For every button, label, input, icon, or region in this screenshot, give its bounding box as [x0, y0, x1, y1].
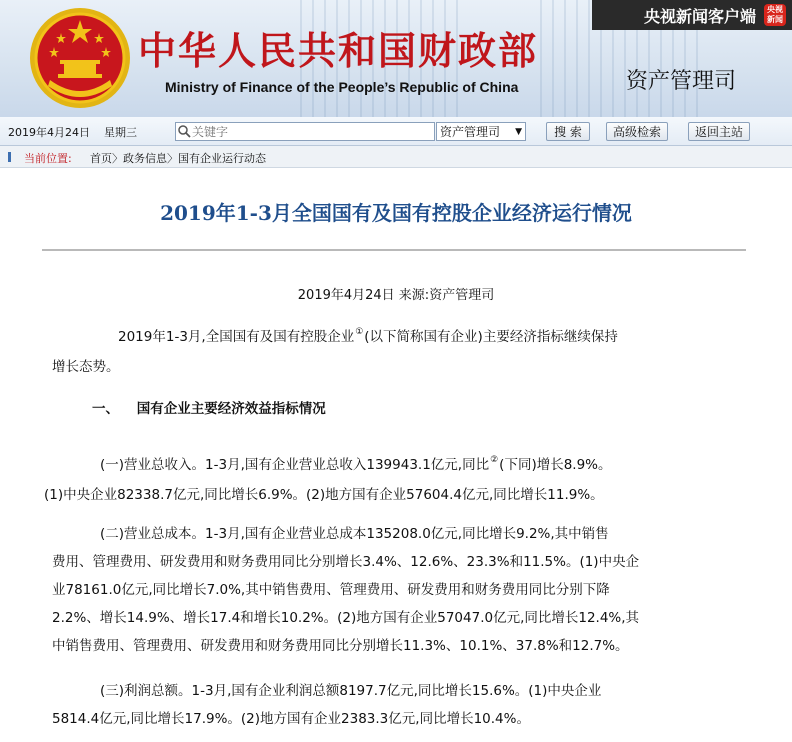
breadcrumb-label: 当前位置: [24, 152, 72, 165]
search-button[interactable]: 搜 索 [546, 122, 590, 141]
section-title: 国有企业主要经济效益指标情况 [136, 401, 326, 417]
intro-line-1: 2019年1-3月,全国国有及国有控股企业①(以下简称国有企业)主要经济指标继续保持 [118, 327, 618, 345]
cost-line: 费用、管理费用、研发费用和财务费用同比分别增长3.4%、12.6%、23.3%和11.5%。(1)中央企 [52, 554, 640, 570]
footnote-2[interactable]: ② [490, 455, 499, 465]
department-select-value: 资产管理司 [440, 125, 501, 139]
date-text: 2019年4月24日 [8, 126, 90, 139]
breadcrumb [0, 146, 792, 168]
article-title: 2019年1-3月全国国有及国有控股企业经济运行情况 [160, 201, 632, 225]
weekday-text: 星期三 [104, 126, 137, 139]
section-number: 一、 [92, 401, 119, 417]
date-display [8, 124, 137, 140]
section-heading-1 [52, 397, 326, 417]
revenue-line-2: (1)中央企业82338.7亿元,同比增长6.9%。(2)地方国有企业57604.4亿元,同比增长11.9%。 [44, 487, 604, 503]
national-emblem-icon [28, 6, 132, 110]
cctv-banner [592, 0, 792, 30]
chevron-down-icon: ▼ [515, 126, 522, 137]
profit-line: (三)利润总额。1-3月,国有企业利润总额8197.7亿元,同比增长15.6%。(1)中央企业 [100, 683, 602, 699]
cctv-label: 央视新闻客户端 [643, 6, 756, 26]
department-name: 资产管理司 [625, 69, 736, 94]
profit-paragraph [52, 677, 752, 733]
breadcrumb-path[interactable]: 首页〉政务信息〉国有企业运行动态 [90, 152, 266, 165]
profit-line: 5814.4亿元,同比增长17.9%。(2)地方国有企业2383.3亿元,同比增长10.4%。 [52, 711, 530, 727]
revenue-line-1: (一)营业总收入。1-3月,国有企业营业总收入139943.1亿元,同比②(下同)增长8.9%。 [100, 455, 612, 473]
footnote-1[interactable]: ① [355, 327, 364, 337]
cost-line: 2.2%、增长14.9%、增长17.4和增长10.2%。(2)地方国有企业57047.0亿元,同比增长12.4%,其 [52, 610, 640, 626]
breadcrumb-marker-icon [8, 152, 11, 162]
intro-line-2: 增长态势。 [52, 359, 120, 375]
cost-line: 中销售费用、管理费用、研发费用和财务费用同比分别增长11.3%、10.1%、37.8%和12.7%。 [52, 638, 629, 654]
site-header [0, 0, 792, 117]
site-title-en: Ministry of Finance of the People’s Republic of China [165, 79, 519, 95]
advanced-search-button[interactable]: 高级检索 [606, 122, 668, 141]
search-box[interactable] [175, 122, 435, 141]
search-icon [176, 123, 192, 140]
cost-line: (二)营业总成本。1-3月,国有企业营业总成本135208.0亿元,同比增长9.2%,其中销售 [100, 526, 609, 542]
department-select[interactable] [436, 122, 526, 141]
return-home-button[interactable]: 返回主站 [688, 122, 750, 141]
search-input[interactable] [192, 123, 430, 140]
cost-line: 业78161.0亿元,同比增长7.0%,其中销售费用、管理费用、研发费用和财务费用同比分别下降 [52, 582, 610, 598]
revenue-paragraph [44, 451, 752, 509]
intro-paragraph [52, 323, 752, 381]
toolbar [0, 117, 792, 146]
title-divider [42, 249, 746, 251]
cctv-logo-icon: 央视 新闻 [764, 4, 786, 26]
cost-paragraph [52, 520, 752, 660]
article-meta: 2019年4月24日 来源:资产管理司 [297, 288, 495, 303]
site-title-cn: 中华人民共和国财政部 [138, 28, 539, 73]
